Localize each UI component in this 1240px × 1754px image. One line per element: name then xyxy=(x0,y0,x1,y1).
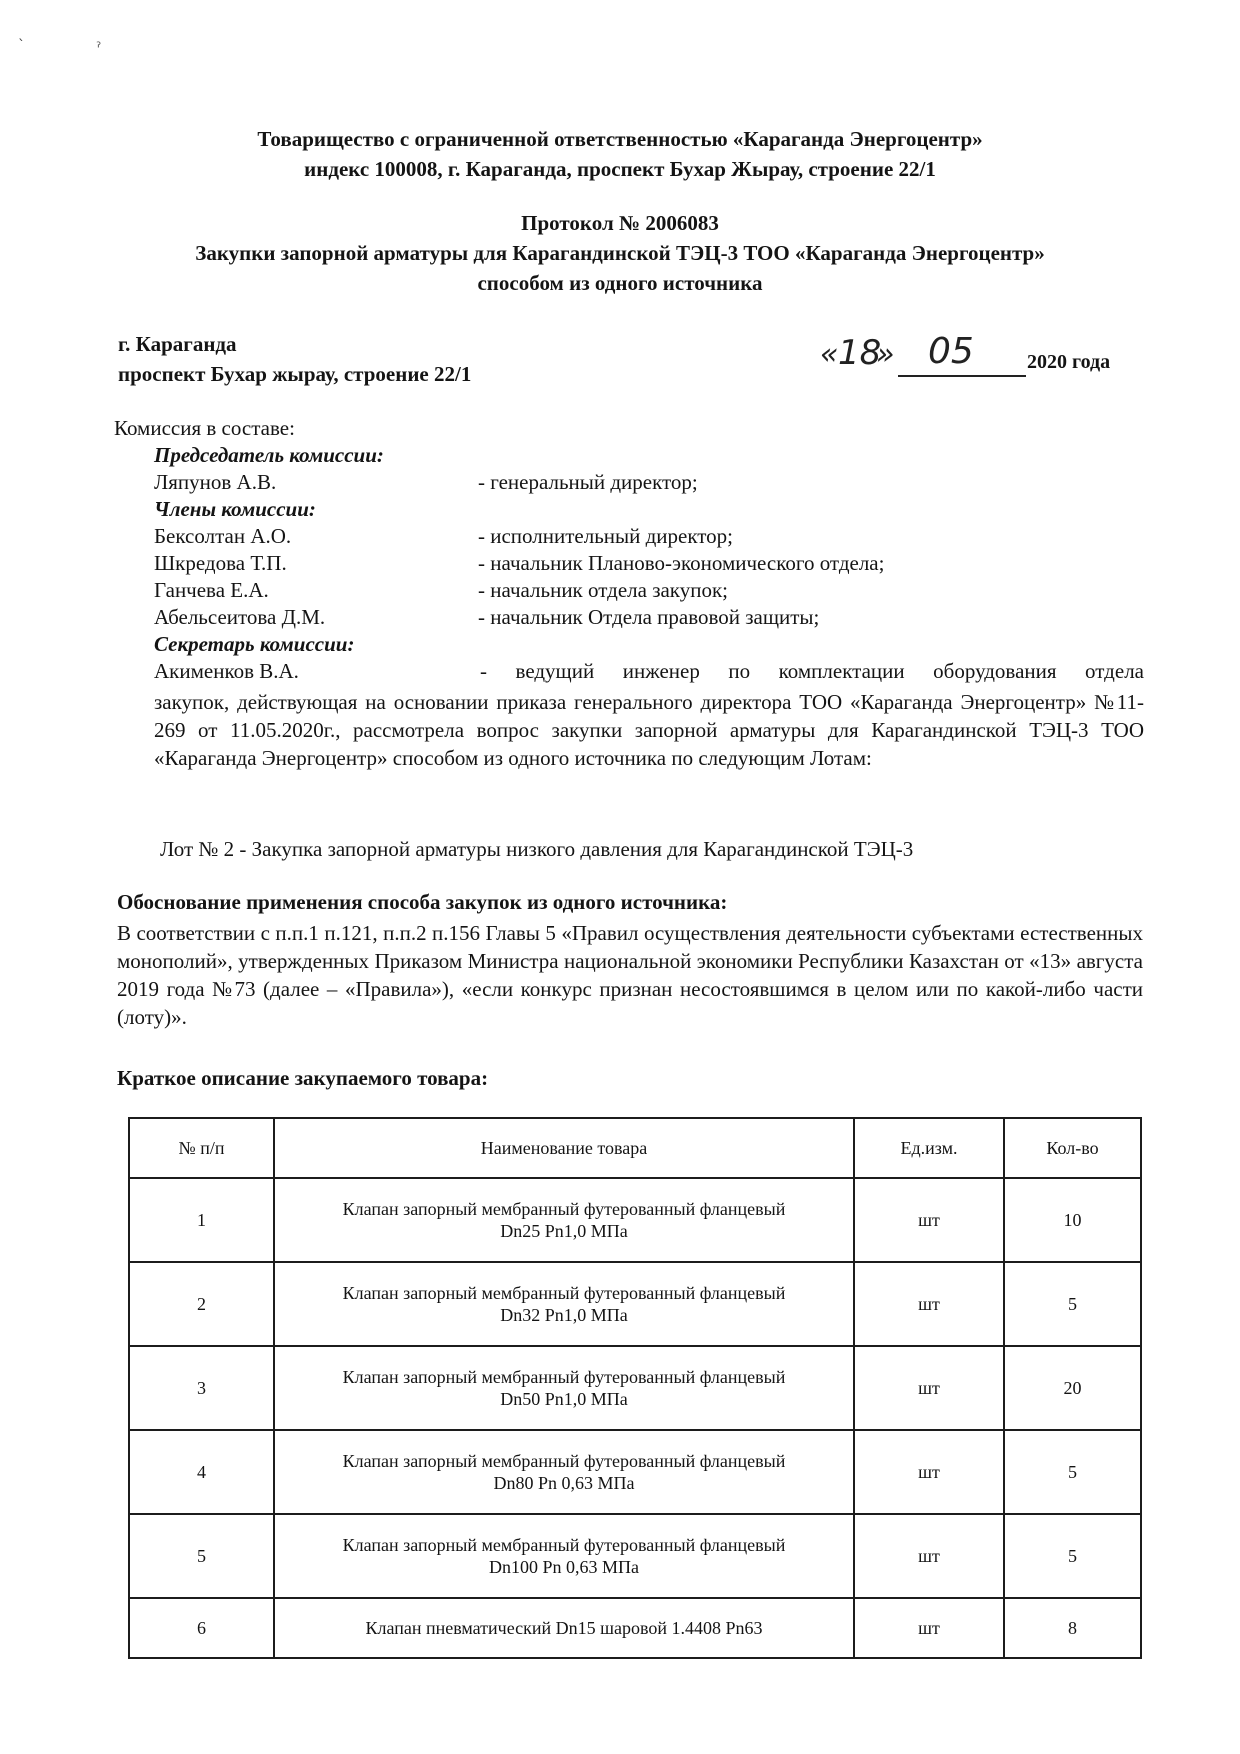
date-month-line xyxy=(898,375,1026,377)
item-unit: шт xyxy=(854,1346,1004,1430)
item-unit: шт xyxy=(854,1262,1004,1346)
organization-name: Товарищество с ограниченной ответственностью «Караганда Энергоцентр» xyxy=(257,127,983,151)
table-row xyxy=(129,1430,1141,1514)
item-unit: шт xyxy=(854,1178,1004,1262)
member-position: - начальник Планово-экономического отдела; xyxy=(478,551,885,575)
item-spec-line: Dn25 Pn1,0 МПа xyxy=(500,1221,628,1241)
row-number: 6 xyxy=(129,1598,274,1658)
column-header-name: Наименование товара xyxy=(274,1118,854,1178)
item-unit: шт xyxy=(854,1514,1004,1598)
item-unit: шт xyxy=(854,1598,1004,1658)
protocol-header xyxy=(0,208,1240,298)
date-day-handwritten: 18 xyxy=(838,333,882,373)
row-number: 4 xyxy=(129,1430,274,1514)
row-number: 2 xyxy=(129,1262,274,1346)
item-spec-line: Dn80 Pn 0,63 МПа xyxy=(493,1473,635,1493)
table-row xyxy=(129,1346,1141,1430)
row-number: 1 xyxy=(129,1178,274,1262)
commission-intro: Комиссия в составе: xyxy=(114,416,295,440)
row-number: 3 xyxy=(129,1346,274,1430)
protocol-subject-method: способом из одного источника xyxy=(477,271,763,295)
basis-title: Обоснование применения способа закупок из одного источника: xyxy=(117,890,728,914)
scan-mark: ˋ xyxy=(18,38,25,54)
protocol-date xyxy=(820,331,1132,383)
member-position: - начальник отдела закупок; xyxy=(478,578,728,602)
date-year: 2020 года xyxy=(1027,351,1111,373)
item-name-line: Клапан запорный мембранный футерованный фланцевый xyxy=(342,1199,786,1219)
item-name-line: Клапан пневматический Dn15 шаровой 1.4408 Pn63 xyxy=(365,1618,763,1638)
item-name xyxy=(274,1514,854,1598)
item-unit: шт xyxy=(854,1430,1004,1514)
item-name-line: Клапан запорный мембранный футерованный фланцевый xyxy=(342,1535,786,1555)
chair-label: Председатель комиссии: xyxy=(154,443,384,467)
secretary-label: Секретарь комиссии: xyxy=(154,632,355,656)
item-name xyxy=(274,1178,854,1262)
member-position: - исполнительный директор; xyxy=(478,524,734,548)
date-open-quote: « xyxy=(820,337,839,372)
member-name: Шкредова Т.П. xyxy=(154,551,287,575)
item-name xyxy=(274,1430,854,1514)
item-quantity: 5 xyxy=(1004,1430,1141,1514)
item-spec-line: Dn50 Pn1,0 МПа xyxy=(500,1389,628,1409)
item-quantity: 5 xyxy=(1004,1514,1141,1598)
basis-text: В соответствии с п.п.1 п.121, п.п.2 п.156 Главы 5 «Правил осуществления деятельности субъектами естественных монополий», утвержденных Приказом Министра национальной экономики Республики Казахстан от «13» августа 2019 года №73 (далее – «Правила»), «если конкурс признан несостоявшимся в целом или по какой-либо части (лоту)». xyxy=(117,921,1143,1029)
place-city: г. Караганда xyxy=(118,332,237,356)
place-block xyxy=(118,329,471,389)
date-month-handwritten: 05 xyxy=(928,331,974,372)
goods-table xyxy=(128,1117,1142,1659)
table-row xyxy=(129,1598,1141,1658)
lot-description: Лот № 2 - Закупка запорной арматуры низкого давления для Карагандинской ТЭЦ-3 xyxy=(160,837,914,861)
item-quantity: 20 xyxy=(1004,1346,1141,1430)
goods-title: Краткое описание закупаемого товара: xyxy=(117,1066,489,1090)
row-number: 5 xyxy=(129,1514,274,1598)
item-name-line: Клапан запорный мембранный футерованный фланцевый xyxy=(342,1451,786,1471)
member-position: - начальник Отдела правовой защиты; xyxy=(478,605,820,629)
scan-mark: ˀ xyxy=(96,40,102,56)
member-name: Ганчева Е.А. xyxy=(154,578,269,602)
secretary-position: - ведущий инженер по комплектации оборудования отдела xyxy=(480,659,1144,683)
column-header-number: № п/п xyxy=(129,1118,274,1178)
item-name xyxy=(274,1346,854,1430)
table-row xyxy=(129,1262,1141,1346)
item-spec-line: Dn32 Pn1,0 МПа xyxy=(500,1305,628,1325)
protocol-title: Протокол № 2006083 xyxy=(521,211,719,235)
item-name xyxy=(274,1598,854,1658)
item-spec-line: Dn100 Pn 0,63 МПа xyxy=(488,1557,639,1577)
item-name-line: Клапан запорный мембранный футерованный фланцевый xyxy=(342,1367,786,1387)
commission-paragraph: закупок, действующая на основании приказа генерального директора ТОО «Караганда Энергоцентр» №11-269 от 11.05.2020г., рассмотрела вопрос закупки запорной арматуры для Карагандинской ТЭЦ-3 ТОО «Караганда Энергоцентр» способом из одного источника по следующим Лотам: xyxy=(154,690,1144,770)
place-address: проспект Бухар жырау, строение 22/1 xyxy=(118,362,472,386)
column-header-unit: Ед.изм. xyxy=(854,1118,1004,1178)
member-name: Бексолтан А.О. xyxy=(154,524,292,548)
organization-address: индекс 100008, г. Караганда, проспект Бухар Жырау, строение 22/1 xyxy=(304,157,936,181)
member-name: Абельсеитова Д.М. xyxy=(154,605,326,629)
item-name xyxy=(274,1262,854,1346)
protocol-subject: Закупки запорной арматуры для Карагандинской ТЭЦ-3 ТОО «Караганда Энергоцентр» xyxy=(195,241,1045,265)
secretary-name: Акименков В.А. xyxy=(154,659,299,683)
date-close-quote: » xyxy=(876,337,895,372)
item-quantity: 5 xyxy=(1004,1262,1141,1346)
item-name-line: Клапан запорный мембранный футерованный фланцевый xyxy=(342,1283,786,1303)
item-quantity: 10 xyxy=(1004,1178,1141,1262)
members-label: Члены комиссии: xyxy=(154,497,316,521)
chair-name: Ляпунов А.В. xyxy=(154,470,277,494)
table-row xyxy=(129,1178,1141,1262)
column-header-quantity: Кол-во xyxy=(1004,1118,1141,1178)
organization-header xyxy=(0,124,1240,184)
table-row xyxy=(129,1514,1141,1598)
chair-position: - генеральный директор; xyxy=(478,470,698,494)
table-header-row xyxy=(129,1118,1141,1178)
item-quantity: 8 xyxy=(1004,1598,1141,1658)
